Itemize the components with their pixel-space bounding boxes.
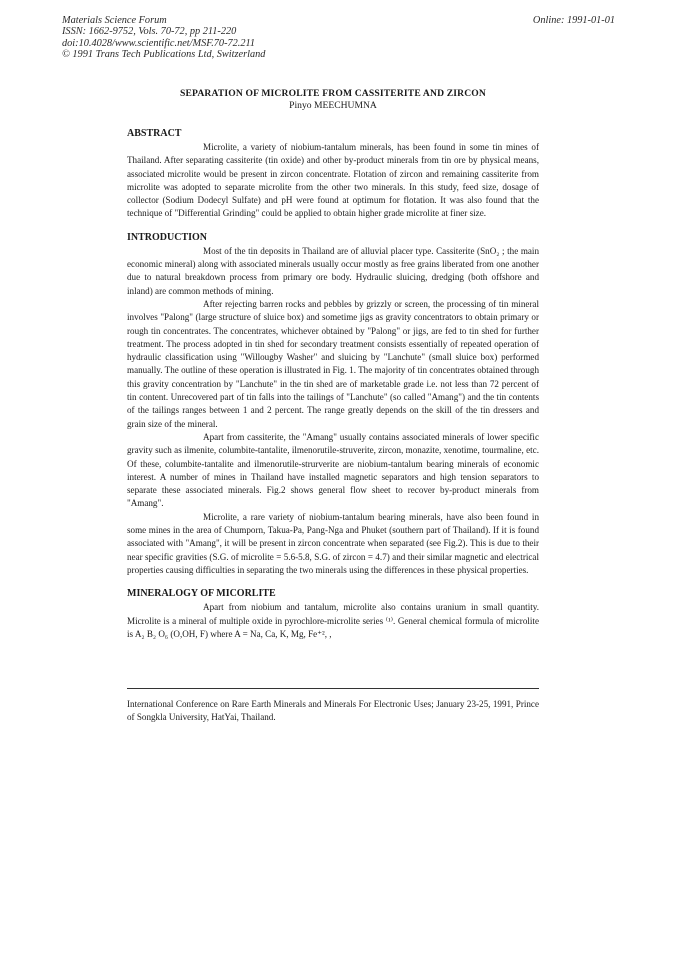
publication-meta — [62, 15, 265, 61]
abstract-paragraph: Microlite, a variety of niobium-tantalum minerals, has been found in some tin mines of Thailand. After separating cassiterite (tin oxide) and other by-product minerals from tin ore by physical means, associated microlite would be present in zircon concentrate. Flotation of zircon and remaining cassiterite from microlite was adopted to separate microlite from the other two minerals. In this study, feed size, dosage of collector (Sodium Dodecyl Sulfate) and pH were found at optimum for flotation. It was also found that the technique of "Differential Grinding" could be applied to obtain higher grade microlite at finer size. — [127, 142, 539, 219]
paper-title: SEPARATION OF MICROLITE FROM CASSITERITE AND ZIRCON — [180, 88, 486, 99]
introduction-paragraph-2: After rejecting barren rocks and pebbles by grizzly or screen, the processing of tin mineral involves "Palong" (large structure of sluice box) and sometime jigs as gravity concentrators to obtain primary or rough tin concentrates. The concentrates, whichever obtained by "Palong" or jigs, are fed to tin shed for further treatment. The process adopted in tin shed for secondary treatment consists essentially of repeated operation of hydraulic classification using "Willougby Washer" and sluicing by "Lanchute" (small sluice box) performed manually. The outline of these operation is illustrated in Fig. 1. The majority of tin concentrates obtained through this gravity concentration by "Lanchute" in the tin shed are of marketable grade i.e. not less than 72 percent of tin content. Unrecovered part of tin falls into the tailings of "Lanchute" (so called "Amang") and the tin contents of the tailings ranges between 1 and 2 percent. The range greatly depends on the skill of the tin dressers and grain size of the mineral. — [127, 298, 539, 429]
mineralogy-paragraph: Apart from niobium and tantalum, microlite also contains uranium in small quantity. Microlite is a mineral of multiple oxide in pyrochlore-microlite series ⁽¹⁾. General chemical formula of microlite is A₂ B₂ O₆ (O,OH, F) where A = Na, Ca, K, Mg, Fe⁺², , — [127, 602, 539, 639]
introduction-paragraph-3: Apart from cassiterite, the "Amang" usually contains associated minerals of lower specific gravity such as ilmenite, columbite-tantalite, ilmenorutile-struverite, zircon, monazite, xenotime, tourmaline, etc. Of these, columbite-tantalite and ilmenorutile-strurverite are niobium-tantalum bearing minerals of economic interest. A number of mines in Thailand have installed magnetic separators and high tension separators to separate these associated minerals. Fig.2 shows general flow sheet to recover by-product minerals from "Amang". — [127, 431, 539, 509]
doi-link[interactable]: doi:10.4028/www.scientific.net/MSF.70-72.211 — [62, 37, 256, 49]
copyright-line: © 1991 Trans Tech Publications Ltd, Switzerland — [62, 49, 266, 61]
introduction-paragraph-4: Microlite, a rare variety of niobium-tantalum bearing minerals, have also been found in some mines in the area of Chumporn, Takua-Pa, Pang-Nga and Phuket (southern part of Thailand). If it is found associated with "Amang", it will be present in zircon concentrate when separated (see Fig.2). This is due to their near specific gravities (S.G. of microlite = 5.6-5.8, S.G. of zircon = 4.7) and their similar magnetic and electrical properties causing difficulties in separating the two minerals using the differences in these physical properties. — [127, 511, 539, 575]
online-date: Online: 1991-01-01 — [532, 15, 615, 26]
conference-footnote: International Conference on Rare Earth Minerals and Minerals For Electronic Uses; January 23-25, 1991, Prince of Songkla University, HatYai, Thailand. — [127, 688, 539, 724]
abstract-heading: ABSTRACT — [127, 128, 182, 139]
paper-author: Pinyo MEECHUMNA — [289, 99, 377, 111]
paper-body — [127, 88, 539, 641]
issn-line: ISSN: 1662-9752, Vols. 70-72, pp 211-220 — [62, 26, 237, 38]
journal-name: Materials Science Forum — [62, 15, 167, 26]
mineralogy-heading: MINERALOGY OF MICORLITE — [127, 588, 276, 600]
introduction-paragraph-1: Most of the tin deposits in Thailand are of alluvial placer type. Cassiterite (SnO₂ ; the main economic mineral) along with associated minerals usually occur mostly as free grains liberated from one another due to natural breakdown process from primary ore body. Hydraulic sluicing, dredging (both offshore and inland) are common methods of mining. — [127, 245, 539, 296]
introduction-heading: INTRODUCTION — [127, 231, 208, 243]
